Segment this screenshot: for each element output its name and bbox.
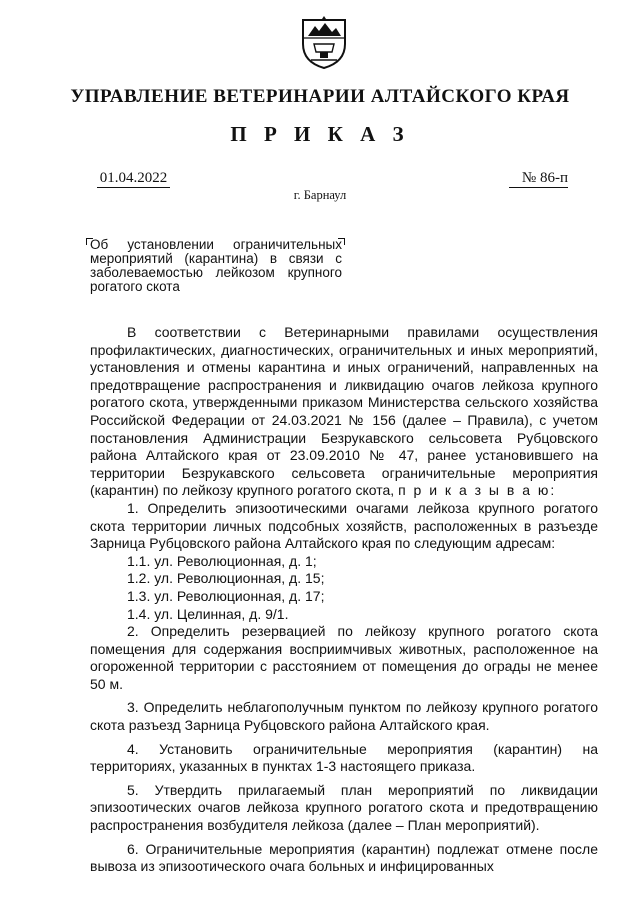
document-number: № 86-п	[509, 169, 568, 188]
preamble-text: В соответствии с Ветеринарными правилами осуществления профилактических, диагностических, ограничительных и иных мероприятий, установления и отмены карантина и иных ограничений, направленных на предотвращение распространения и ликвидацию очагов лейкоза крупного рогатого скота, утвержденными приказом Министерства сельского хозяйства Российской Федерации от 24.03.2021 № 156 (далее – Правила), с учетом постановления Администрации Безрукавского сельсовета Рубцовского района Алтайского края от 23.09.2010 № 47, ранее установившего на территории Безрукавского сельсовета ограничительные мероприятия (карантин) по лейкозу крупного рогатого скота,	[90, 324, 598, 499]
decree-word: п р и к а з ы в а ю:	[398, 482, 557, 499]
document-type: П Р И К А З	[230, 122, 410, 146]
address-item: 1.2. ул. Революционная, д. 15;	[127, 570, 325, 587]
document-title: Об установлении ограничительных мероприятий (карантина) в связи с заболеваемостью лейкозом крупного рогатого скота	[90, 237, 342, 294]
document-date: 01.04.2022	[97, 169, 170, 188]
address-item: 1.3. ул. Революционная, д. 17;	[127, 587, 325, 604]
paragraph-4: 4. Установить ограничительные мероприятия (карантин) на территориях, указанных в пунктах 1-3 настоящего приказа.	[90, 740, 598, 775]
document-city: г. Барнаул	[293, 188, 347, 202]
paragraph-6: 6. Ограничительные мероприятия (карантин) подлежат отмене после вывоза из эпизоотического очага больных и инфицированных	[90, 840, 598, 875]
document-body	[90, 324, 598, 876]
paragraph-2: 2. Определить резервацией по лейкозу крупного рогатого скота помещения для содержания восприимчивых животных, расположенное на огороженной территории с расстоянием от помещения до ограды не менее 50 м.	[90, 623, 598, 692]
paragraph-5: 5. Утвердить прилагаемый план мероприятий по ликвидации эпизоотических очагов лейкоза крупного рогатого скота и предотвращению распространения возбудителя лейкоза (далее – План мероприятий).	[90, 781, 598, 834]
address-item: 1.4. ул. Целинная, д. 9/1.	[127, 605, 289, 622]
preamble-paragraph	[90, 324, 598, 500]
paragraph-1: 1. Определить эпизоотическими очагами лейкоза крупного рогатого скота территории личных подсобных хозяйств, расположенных в разъезде Зарница Рубцовского района Алтайского края по следующим адресам:	[90, 499, 598, 552]
coat-of-arms-icon	[299, 14, 349, 70]
paragraph-3: 3. Определить неблагополучным пунктом по лейкозу крупного рогатого скота разъезд Зарница Рубцовского района Алтайского края.	[90, 699, 598, 734]
organization-name: УПРАВЛЕНИЕ ВЕТЕРИНАРИИ АЛТАЙСКОГО КРАЯ	[70, 86, 570, 107]
address-item: 1.1. ул. Революционная, д. 1;	[127, 552, 317, 569]
